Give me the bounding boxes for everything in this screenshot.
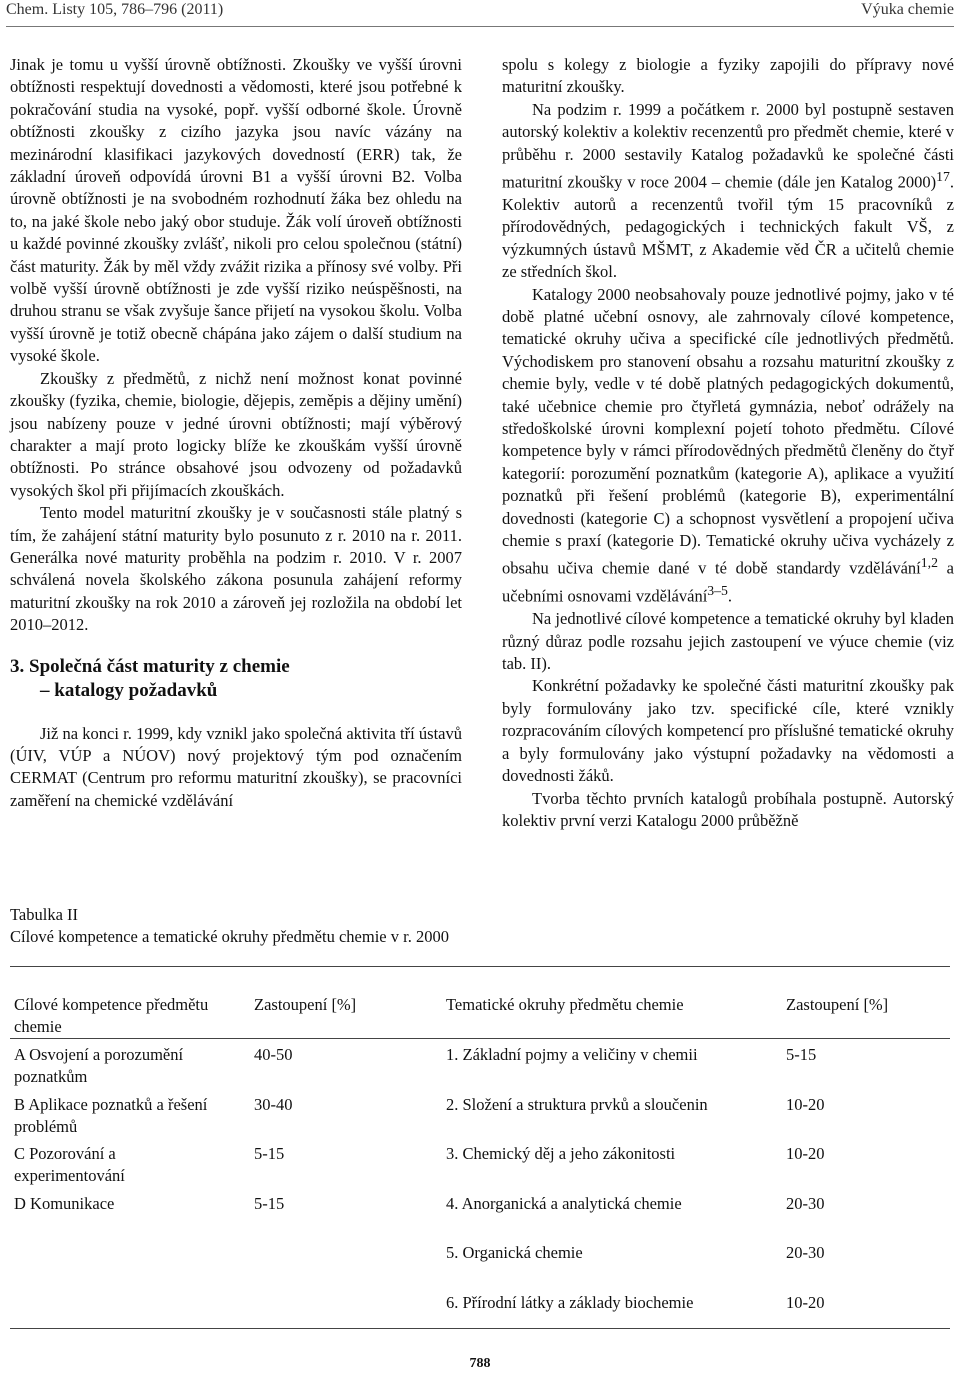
table-cell: 5-15 [786, 1045, 817, 1064]
table-cell: 20-30 [786, 1194, 825, 1213]
table-header: Cílové kompetence předmětu chemie [14, 995, 209, 1036]
table-cell: 5-15 [254, 1194, 285, 1213]
table-rule-header [10, 1038, 950, 1039]
table-cell: 2. Složení a struktura prvků a sloučenin [446, 1095, 708, 1114]
left-column [10, 54, 462, 812]
text: . Kolektiv autorů a recenzentů tvořil tým 15 pracovníků z přírodovědných, pedagogických i technických fakult VŠ, z výzkumných ústavů MŠMT, z Akademie věd ČR a učitelů chemie ze středních škol. [502, 172, 954, 282]
text: a učebními osnovami vzdělávání [502, 558, 955, 606]
table-caption [10, 904, 449, 948]
table-cell: 5. Organická chemie [446, 1243, 583, 1262]
section-name: Výuka chemie [861, 1, 954, 18]
table-cell: 3. Chemický děj a jeho zákonitosti [446, 1144, 676, 1163]
paragraph: Tvorba těchto prvních katalogů probíhala postupně. Autorský kolektiv první verzi Katalogu 2000 průběžně [502, 788, 954, 830]
page-header [6, 0, 954, 22]
table-cell: 30-40 [254, 1095, 293, 1114]
table-header: Zastoupení [%] [254, 995, 357, 1014]
table-cell: A Osvojení a porozumění poznatkům [14, 1045, 184, 1086]
table-header: Zastoupení [%] [786, 995, 889, 1014]
table-cell: D Komunikace [14, 1194, 115, 1213]
table-cell: 10-20 [786, 1144, 825, 1163]
paragraph: Konkrétní požadavky ke společné části maturitní zkoušky pak byly formulovány jako tzv. specifické cíle, které vznikly rozpracováním cílových kompetencí pro příslušné tematické okruhy a byly formulovány jako výstupní požadavky na vědomosti a dovednosti žáků. [502, 676, 954, 786]
paragraph: Jinak je tomu u vyšší úrovně obtížnosti. Zkoušky ve vyšší úrovni obtížnosti respektují dovednosti a vědomosti, které jsou potřebné k pokračování studia na vysoké, popř. vyšší odborné škole. Úrovně obtížnosti zkoušky z cizího jazyka jsou navíc vázány na mezinárodní klasifikaci jazykových dovedností (ERR) tak, že základní úroveň odpovídá úrovni B1 a vyšší úrovni B2. Volba úrovně obtížnosti je na svobodném rozhodnutí žáka bez ohledu na to, na jaké škole nebo jaký obor studuje. Žák volí úroveň obtížnosti u každé povinné zkoušky zvlášť, nikoli pro celou společnou (státní) část maturity. Žák by měl vždy zvážit rizika a přínosy své volby. Při volbě vyšší úrovně obtížnosti je zde vyšší riziko neúspěšnosti, na druhou stranu se však zvyšuje šance přijetí na vysokou školu. Volba vyšší úrovně je totiž obecně chápána jako zájem o další studium na vysoké škole. [10, 55, 462, 366]
table-label: Tabulka II [10, 905, 79, 924]
paragraph: spolu s kolegy z biologie a fyziky zapojili do přípravy nové maturitní zkoušky. [502, 55, 954, 97]
table-cell: B Aplikace poznatků a řešení problémů [14, 1095, 208, 1136]
header-rule [6, 26, 954, 27]
table-cell: 10-20 [786, 1293, 825, 1312]
citation-ref: 17 [936, 169, 950, 185]
section-heading-line: 3. Společná část maturity z chemie [10, 655, 290, 677]
table-cell: 6. Přírodní látky a základy biochemie [446, 1293, 694, 1312]
citation-ref: 3–5 [707, 583, 728, 599]
table-rule-top [10, 966, 950, 967]
text: Katalogy 2000 neobsahovaly pouze jednotlivé pojmy, jako v té době platné učební osnovy, ale zahrnovaly cílové kompetence, tematické okruhy učiva a specifické cíle jednotlivých předmětů. Východiskem pro stanovení obsahu a rozsahu maturitní zkoušky z chemie byly, vedle v té době platných pedagogických dokumentů, také učebnice chemie pro čtyřletá gymnázia, neboť odrážely na středoškolské úrovni komplexní pojetí tohoto předmětu. Cílové kompetence byly v rámci přírodovědných předmětů členěny do čtyř kategorií: porozumění poznatkům (kategorie A), aplikace a využití poznatků při řešení problémů (kategorie B), experimentální dovednosti (kategorie C) a schopnost vysvětlení a propojení učiva chemie s praxí (kategorie D). Tematické okruhy učiva vycházely z obsahu učiva chemie dané v té době standardy vzdělávání [502, 284, 954, 578]
table-cell: C Pozorování a experimentování [14, 1144, 125, 1185]
table-cell: 10-20 [786, 1095, 825, 1114]
paragraph: Na jednotlivé cílové kompetence a tematické okruhy byl kladen různý důraz podle rozsahu jejich zastoupení ve výuce chemie (viz tab. II). [502, 609, 954, 674]
table-cell: 1. Základní pojmy a veličiny v chemii [446, 1045, 698, 1064]
right-column [502, 54, 954, 832]
paragraph [502, 284, 954, 609]
table-cell: 4. Anorganická a analytická chemie [446, 1194, 682, 1213]
section-heading [10, 655, 462, 703]
text: Na podzim r. 1999 a počátkem r. 2000 byl postupně sestaven autorský kolektiv a kolektiv recenzentů pro předmět chemie, které v průběhu r. 2000 sestavily Katalog požadavků ke společné části maturitní zkoušky v roce 2004 – chemie (dále jen Katalog 2000) [502, 99, 954, 192]
table-cell: 40-50 [254, 1045, 293, 1064]
citation-ref: 1,2 [920, 555, 938, 571]
paragraph: Zkoušky z předmětů, z nichž není možnost konat povinné zkoušky (fyzika, chemie, biologie, dějepis, zeměpis a dějiny umění) jsou nabízeny pouze v jedné úrovni obtížnosti; mají výběrový charakter a mají proto logicky blíže ke zkouškám vyšší úrovně obtížnosti. Po stránce obsahové jsou odvozeny od požadavků vysokých škol při přijímacích zkouškách. [10, 368, 462, 500]
section-heading-line: – katalogy požadavků [40, 679, 218, 701]
journal-citation: Chem. Listy 105, 786–796 (2011) [6, 1, 224, 18]
paragraph [502, 99, 954, 284]
table-header: Tematické okruhy předmětu chemie [446, 995, 684, 1014]
table-cell: 20-30 [786, 1243, 825, 1262]
paragraph: Již na konci r. 1999, kdy vznikl jako společná aktivita tří ústavů (ÚIV, VÚP a NÚOV) nový projektový tým pod označením CERMAT (Centrum pro reformu maturitní zkoušky), se pracovníci zaměření na chemické vzdělávání [10, 723, 462, 810]
table-rule-bottom [10, 1328, 950, 1329]
page-number: 788 [469, 1356, 491, 1371]
paragraph: Tento model maturitní zkoušky je v současnosti stále platný s tím, že zahájení státní maturity bylo posunuto z r. 2010 na r. 2011. Generálka nové maturity proběhla na podzim r. 2010. V r. 2007 schválená novela školského zákona posunula zahájení reformy maturitní zkoušky na rok 2010 a zároveň jej rozložila na období let 2010–2012. [10, 503, 462, 635]
table-title: Cílové kompetence a tematické okruhy předmětu chemie v r. 2000 [10, 927, 449, 946]
table-cell: 5-15 [254, 1144, 285, 1163]
text: . [727, 586, 733, 606]
